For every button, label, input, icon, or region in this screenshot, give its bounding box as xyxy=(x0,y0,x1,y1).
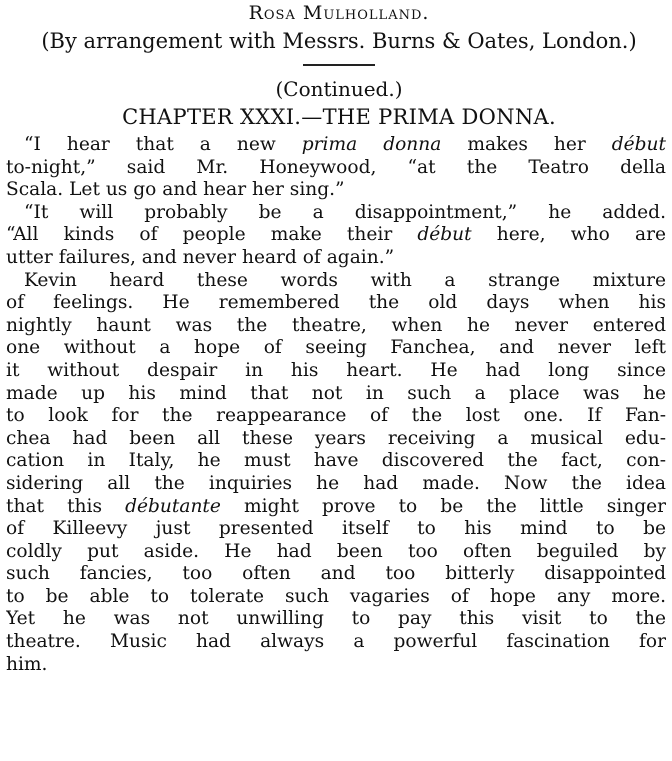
text-run: that this xyxy=(6,495,126,517)
paragraph xyxy=(6,134,666,202)
text-run: theatre. Music had always a powerful fascination for xyxy=(6,631,666,653)
text-line xyxy=(6,315,666,338)
text-line xyxy=(6,518,666,541)
text-line xyxy=(6,337,666,360)
text-run: sidering all the inquiries he had made. Now the idea xyxy=(6,472,666,494)
text-line xyxy=(6,134,666,157)
text-line xyxy=(6,586,666,609)
text-run: of feelings. He remembered the old days when his xyxy=(6,292,666,314)
author-line xyxy=(6,0,672,26)
text-line xyxy=(6,428,666,451)
author-first-name: Rosa xyxy=(248,2,296,24)
text-line xyxy=(6,541,666,564)
text-run: coldly put aside. He had been too often beguiled by xyxy=(6,540,666,562)
divider-rule xyxy=(303,64,375,66)
text-line xyxy=(6,224,666,247)
author-last-name: Mulholland. xyxy=(302,2,430,24)
italic-text: prima donna xyxy=(301,134,442,155)
text-line xyxy=(6,405,666,428)
text-line xyxy=(6,247,666,270)
text-run: him. xyxy=(6,653,48,675)
text-run: to look for the reappearance of the lost one. If Fan- xyxy=(6,405,666,427)
text-line xyxy=(6,608,666,631)
text-run: to be able to tolerate such vagaries of hope any more. xyxy=(6,585,666,607)
italic-text: début xyxy=(611,134,666,155)
text-run: nightly haunt was the theatre, when he never entered xyxy=(6,314,666,336)
text-run: such fancies, too often and too bitterly disappointed xyxy=(6,563,666,585)
text-line xyxy=(6,360,666,383)
text-line xyxy=(6,563,666,586)
text-line xyxy=(6,157,666,180)
text-run: “I hear that a new xyxy=(24,134,302,155)
text-run: “All kinds of people make their xyxy=(6,224,418,246)
text-run: “It will probably be a disappointment,” he added. xyxy=(24,201,666,223)
continued-note: (Continued.) xyxy=(275,77,403,101)
body-text xyxy=(6,134,672,676)
text-run: makes her xyxy=(441,134,612,155)
text-line xyxy=(6,631,666,654)
text-run: chea had been all these years receiving a musical edu- xyxy=(6,427,666,449)
text-run: made up his mind that not in such a place was he xyxy=(6,382,666,404)
text-run: Kevin heard these words with a strange mixture xyxy=(24,269,666,291)
paragraph xyxy=(6,202,666,270)
italic-text: début xyxy=(417,224,472,246)
text-line xyxy=(6,202,666,225)
text-line xyxy=(6,496,666,519)
text-run: of Killeevy just presented itself to his mind to be xyxy=(6,518,666,540)
text-line xyxy=(6,179,666,202)
text-run: it without despair in his heart. He had long since xyxy=(6,359,666,381)
text-line xyxy=(6,270,666,293)
text-run: one without a hope of seeing Fanchea, and never left xyxy=(6,337,666,359)
text-run: to-night,” said Mr. Honeywood, “at the Teatro della xyxy=(6,156,666,178)
text-line xyxy=(6,450,666,473)
arrangement-note: (By arrangement with Messrs. Burns & Oates, London.) xyxy=(41,29,637,53)
text-line xyxy=(6,654,666,677)
text-line xyxy=(6,383,666,406)
text-line xyxy=(6,473,666,496)
paragraph xyxy=(6,270,666,677)
text-run: utter failures, and never heard of again.” xyxy=(6,246,395,268)
text-line xyxy=(6,292,666,315)
chapter-title: CHAPTER XXXI.—THE PRIMA DONNA. xyxy=(122,105,556,129)
text-run: Yet he was not unwilling to pay this visit to the xyxy=(6,608,666,630)
text-run: here, who are xyxy=(471,224,666,246)
text-run: cation in Italy, he must have discovered the fact, con- xyxy=(6,450,666,472)
italic-text: débutante xyxy=(125,495,221,517)
text-run: Scala. Let us go and hear her sing.” xyxy=(6,179,345,201)
text-run: might prove to be the little singer xyxy=(220,495,666,517)
